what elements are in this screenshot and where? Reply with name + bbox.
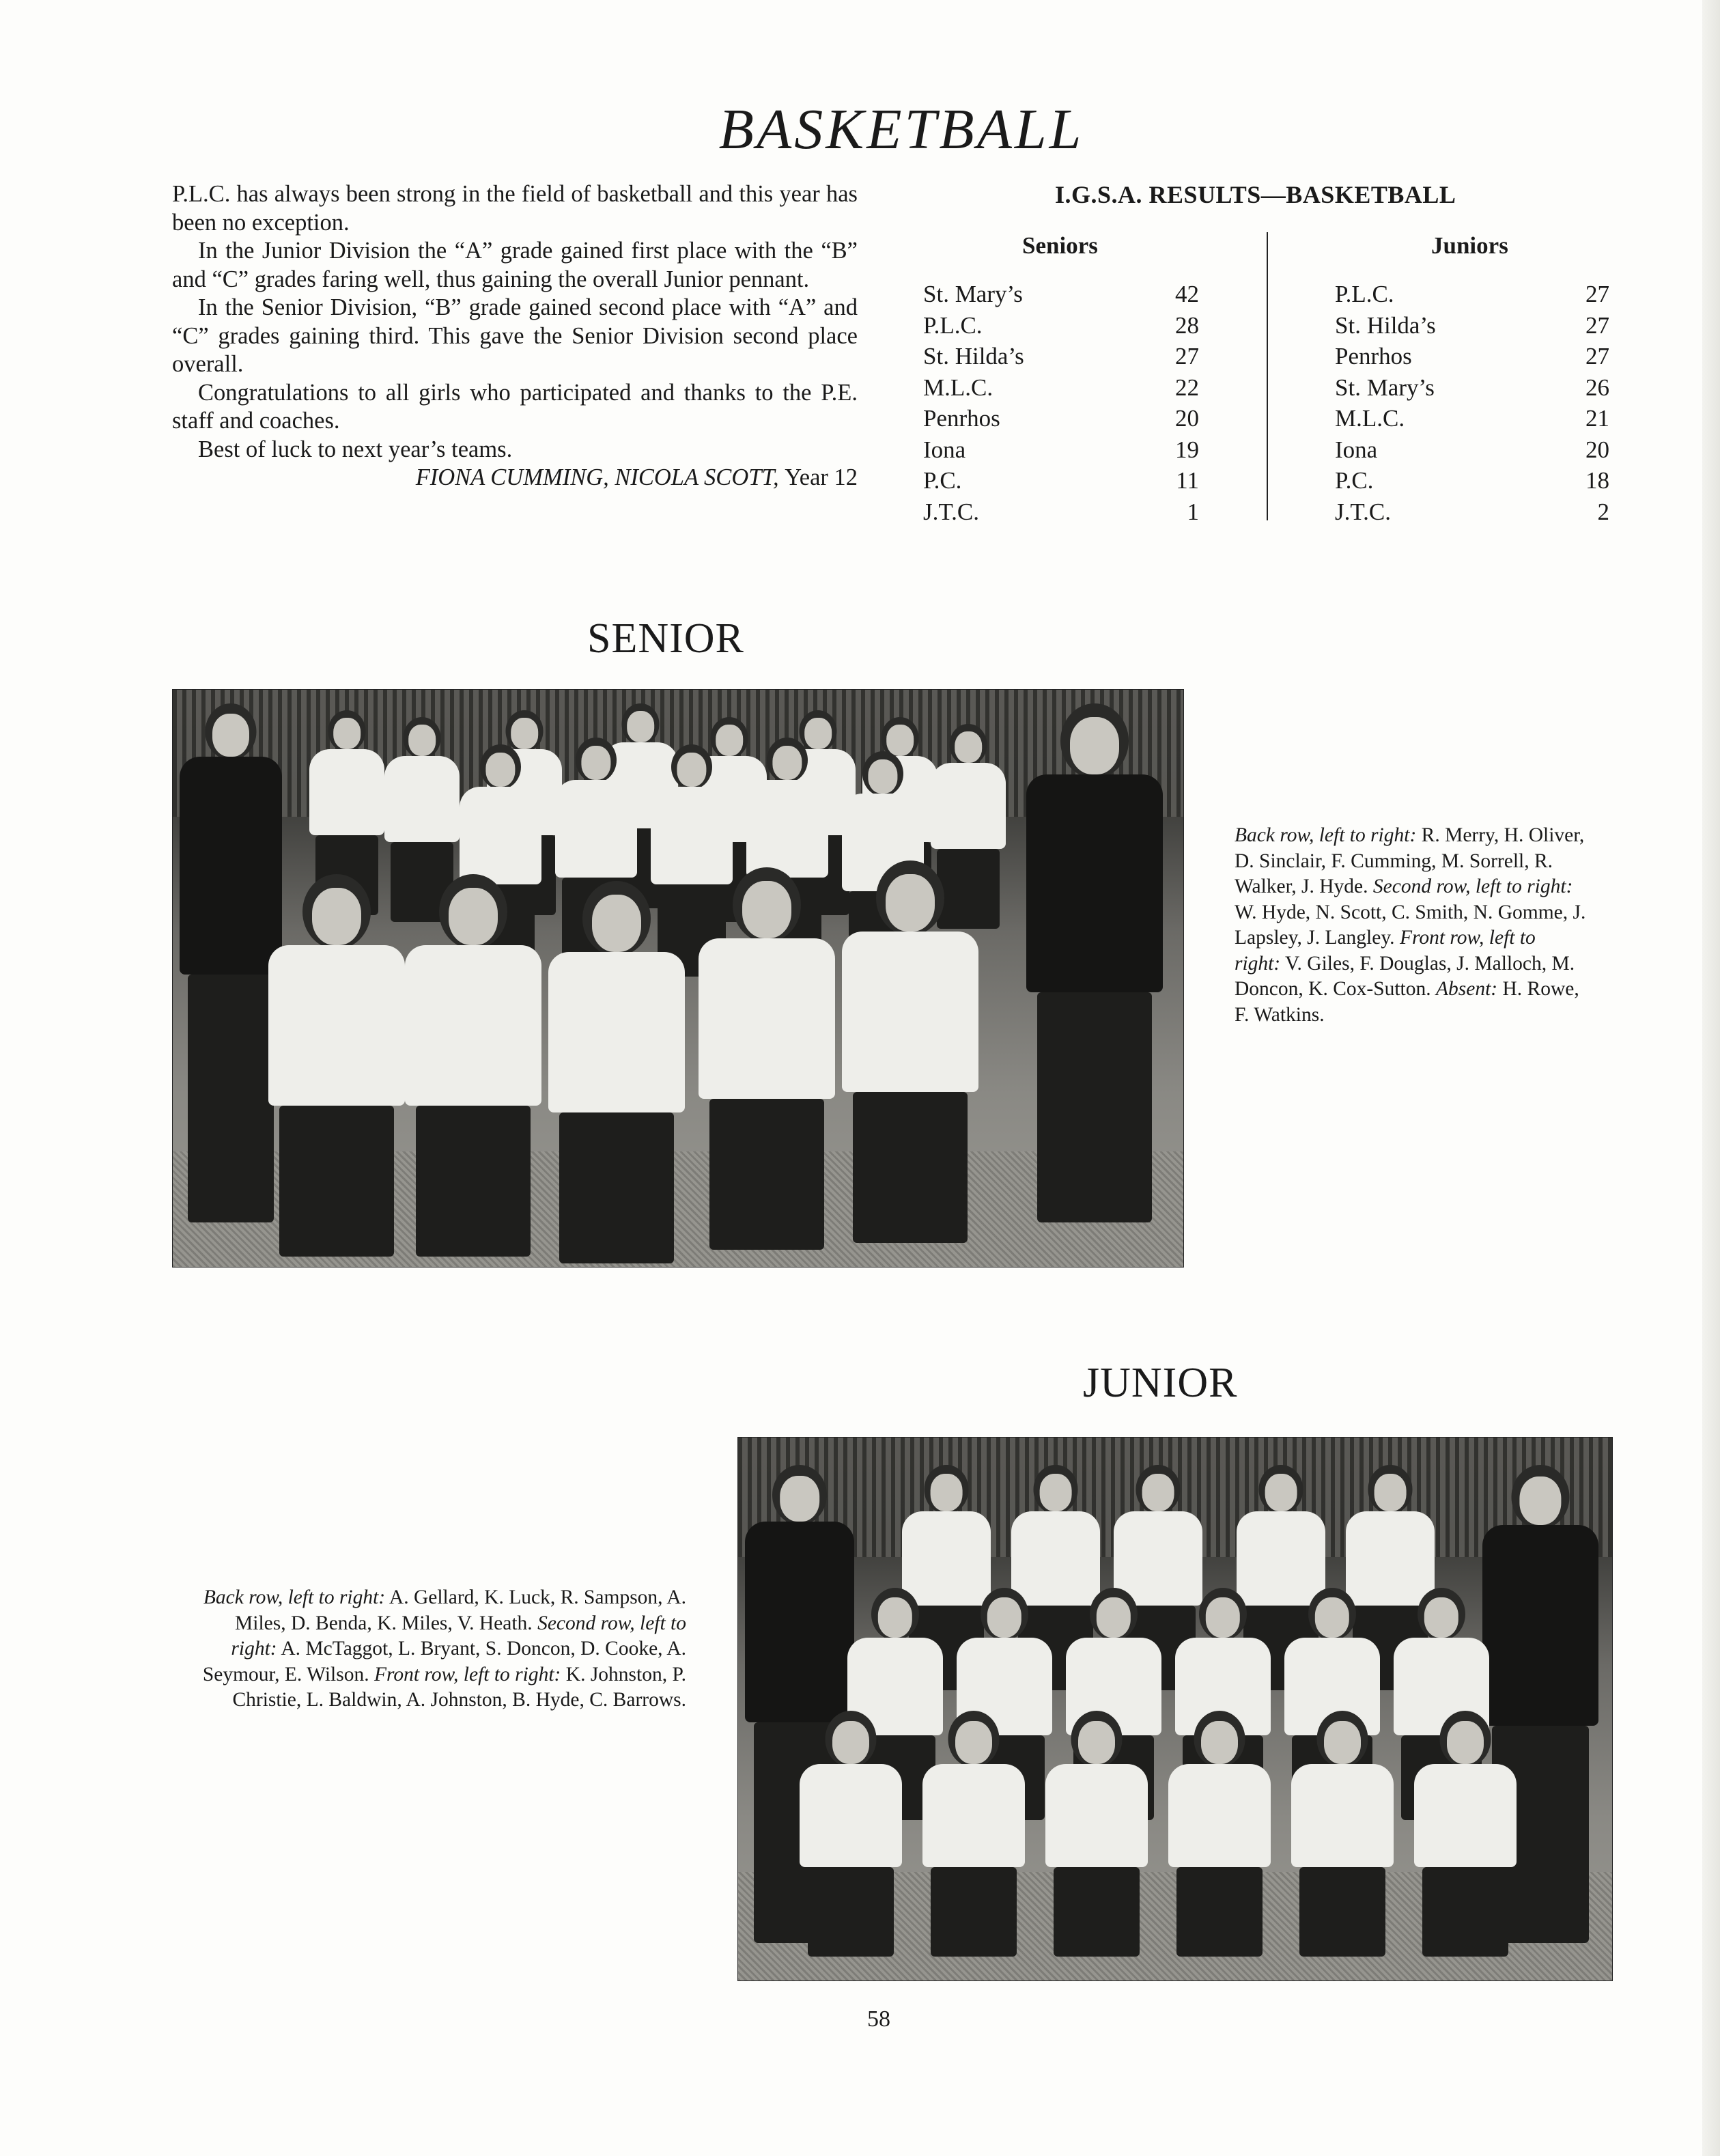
- figure-face: [955, 731, 982, 763]
- person-figure: [1291, 1711, 1394, 1957]
- figure-face: [1142, 1474, 1174, 1511]
- figure-top: [384, 756, 460, 842]
- figure-face: [1447, 1721, 1484, 1764]
- school-score: 18: [1585, 467, 1609, 494]
- person-figure: [1045, 1711, 1148, 1957]
- school-name: Iona: [1335, 436, 1378, 463]
- school-score: 27: [1175, 343, 1199, 369]
- figure-top: [405, 945, 541, 1106]
- byline-names: FIONA CUMMING, NICOLA SCOTT,: [415, 464, 779, 490]
- figure-top: [1414, 1764, 1517, 1867]
- figure-face: [485, 753, 515, 787]
- figure-face: [1265, 1474, 1297, 1511]
- results-title: I.G.S.A. RESULTS—BASKETBALL: [1055, 181, 1456, 208]
- figure-skirt: [1176, 1867, 1263, 1957]
- figure-face: [1201, 1721, 1238, 1764]
- school-score: 2: [1597, 498, 1609, 525]
- figure-top: [1045, 1764, 1148, 1867]
- school-score: 20: [1175, 405, 1199, 432]
- caption-back-row-names: R. Merry, H. Oliver, D. Sinclair, F. Cumming, M. Sorrell, R. Walker, J. Hyde.: [1235, 824, 1585, 897]
- caption-back-row-label: Back row, left to right:: [203, 1586, 386, 1608]
- figure-top: [842, 932, 978, 1092]
- school-name: Penrhos: [1335, 343, 1412, 369]
- caption-second-row-label: Second row, left to right:: [231, 1612, 686, 1660]
- figure-skirt: [559, 1112, 674, 1263]
- school-score: 20: [1585, 436, 1609, 463]
- figure-face: [878, 1597, 912, 1638]
- figure-top: [180, 757, 282, 975]
- figure-face: [886, 874, 935, 932]
- article-paragraph: Congratulations to all girls who participated and thanks to the P.E. staff and coaches.: [172, 379, 858, 434]
- person-figure: [548, 881, 685, 1263]
- person-figure: [405, 874, 541, 1257]
- seniors-column-heading: Seniors: [1022, 232, 1098, 259]
- school-name: P.L.C.: [923, 311, 983, 339]
- results-row: [1335, 465, 1609, 496]
- figure-face: [592, 895, 641, 952]
- figure-top: [268, 945, 405, 1106]
- school-name: P.C.: [923, 467, 962, 494]
- school-name: St. Mary’s: [923, 281, 1023, 307]
- caption-front-row-label: Front row, left to right:: [373, 1663, 561, 1685]
- seniors-results-table: [923, 279, 1199, 527]
- figure-face: [868, 759, 897, 794]
- results-row: [1335, 403, 1609, 434]
- figure-face: [1324, 1721, 1361, 1764]
- figure-skirt: [1299, 1867, 1385, 1957]
- caption-back-row-names: A. Gellard, K. Luck, R. Sampson, A. Miles, D. Benda, K. Miles, V. Heath.: [235, 1586, 686, 1634]
- caption-second-row-names: A. McTaggot, L. Bryant, S. Doncon, D. Cooke, A. Seymour, E. Wilson.: [202, 1638, 686, 1685]
- figure-face: [212, 714, 249, 757]
- school-score: 1: [1187, 498, 1199, 525]
- caption-second-row-label: Second row, left to right:: [1372, 876, 1573, 897]
- school-name: St. Hilda’s: [1335, 311, 1436, 339]
- figure-face: [1315, 1597, 1349, 1638]
- school-name: St. Mary’s: [1335, 374, 1435, 401]
- byline-year: Year 12: [785, 464, 858, 490]
- results-row: [923, 465, 1199, 496]
- figure-face: [742, 881, 791, 938]
- figure-face: [1206, 1597, 1240, 1638]
- senior-photo-caption: [1235, 823, 1586, 1028]
- caption-absent-names: H. Rowe, F. Watkins.: [1235, 978, 1579, 1026]
- person-figure: [800, 1711, 902, 1957]
- results-row: [923, 434, 1199, 466]
- results-row: [1335, 279, 1609, 310]
- figure-skirt: [1054, 1867, 1140, 1957]
- caption-front-row-names: V. Giles, F. Douglas, J. Malloch, M. Doncon, K. Cox-Sutton.: [1235, 952, 1575, 1000]
- figure-face: [772, 746, 802, 780]
- figure-skirt: [709, 1099, 824, 1250]
- figure-face: [955, 1721, 992, 1764]
- caption-second-row-names: W. Hyde, N. Scott, C. Smith, N. Gomme, J. Lapsley, J. Langley.: [1235, 901, 1586, 949]
- figure-face: [1078, 1721, 1115, 1764]
- figure-skirt: [853, 1092, 968, 1243]
- school-score: 27: [1585, 311, 1609, 339]
- figure-face: [1519, 1476, 1561, 1525]
- person-figure: [842, 860, 978, 1243]
- figure-skirt: [808, 1867, 894, 1957]
- results-row: [923, 310, 1199, 341]
- results-row: [1335, 341, 1609, 372]
- junior-heading: JUNIOR: [1083, 1360, 1238, 1406]
- results-row: [923, 372, 1199, 404]
- school-name: Iona: [923, 436, 966, 463]
- figure-face: [581, 746, 610, 780]
- person-figure: [699, 867, 835, 1250]
- school-score: 42: [1175, 281, 1199, 307]
- figure-skirt: [931, 1867, 1017, 1957]
- person-figure: [922, 1711, 1025, 1957]
- article-paragraph: In the Senior Division, “B” grade gained second place with “A” and “C” grades gaining third. This gave the Senior Division second place overall.: [172, 294, 858, 377]
- caption-back-row-label: Back row, left to right:: [1235, 824, 1417, 846]
- school-score: 11: [1176, 467, 1199, 494]
- figure-top: [1482, 1525, 1598, 1726]
- figure-skirt: [1037, 992, 1152, 1222]
- senior-team-photo: [172, 689, 1184, 1268]
- school-score: 28: [1175, 311, 1199, 339]
- school-score: 19: [1175, 436, 1199, 463]
- school-score: 22: [1175, 374, 1199, 401]
- school-name: St. Hilda’s: [923, 343, 1024, 369]
- page-title: BASKETBALL: [718, 98, 1084, 161]
- figure-top: [745, 1522, 854, 1722]
- figure-top: [1026, 774, 1163, 992]
- results-row: [923, 403, 1199, 434]
- results-row: [923, 279, 1199, 310]
- school-name: P.C.: [1335, 467, 1374, 494]
- results-row: [1335, 496, 1609, 528]
- caption-front-row-names: K. Johnston, P. Christie, L. Baldwin, A. Johnston, B. Hyde, C. Barrows.: [232, 1663, 686, 1711]
- school-score: 27: [1585, 343, 1609, 369]
- caption-absent-label: Absent:: [1436, 978, 1498, 1000]
- figure-face: [1097, 1597, 1131, 1638]
- person-figure: [1168, 1711, 1271, 1957]
- figure-face: [408, 725, 436, 756]
- junior-team-photo: [737, 1437, 1613, 1981]
- figure-top: [1168, 1764, 1271, 1867]
- figure-top: [555, 780, 637, 878]
- figure-face: [333, 718, 361, 749]
- page-edge-shadow: [1702, 0, 1720, 2156]
- school-score: 21: [1585, 405, 1609, 432]
- figure-skirt: [188, 975, 274, 1222]
- article-paragraph: Best of luck to next year’s teams.: [198, 436, 513, 462]
- figure-face: [677, 753, 706, 787]
- figure-face: [780, 1476, 819, 1522]
- article-paragraph: In the Junior Division the “A” grade gained first place with the “B” and “C” grades faring well, thus gaining the overall Junior pennant.: [172, 238, 858, 292]
- school-name: J.T.C.: [1335, 498, 1391, 525]
- school-name: M.L.C.: [923, 374, 993, 401]
- figure-face: [1374, 1474, 1407, 1511]
- article-byline: [172, 464, 858, 492]
- results-divider: [1267, 232, 1268, 520]
- figure-top: [1291, 1764, 1394, 1867]
- caption-front-row-label: Front row, left to right:: [1235, 927, 1536, 975]
- figure-face: [1070, 717, 1119, 774]
- figure-skirt: [1422, 1867, 1508, 1957]
- results-row: [923, 496, 1199, 528]
- school-score: 26: [1585, 374, 1609, 401]
- school-name: J.T.C.: [923, 498, 979, 525]
- school-name: M.L.C.: [1335, 405, 1405, 432]
- juniors-column-heading: Juniors: [1431, 232, 1508, 259]
- juniors-results-table: [1335, 279, 1609, 527]
- figure-face: [931, 1474, 963, 1511]
- figure-top: [931, 763, 1006, 849]
- figure-top: [309, 749, 384, 835]
- person-figure-blazer: [180, 703, 282, 1222]
- results-row: [1335, 310, 1609, 341]
- figure-top: [548, 952, 685, 1112]
- figure-skirt: [416, 1106, 531, 1257]
- figure-face: [1040, 1474, 1072, 1511]
- figure-face: [832, 1721, 869, 1764]
- school-name: P.L.C.: [1335, 281, 1394, 307]
- figure-top: [800, 1764, 902, 1867]
- school-score: 27: [1585, 281, 1609, 307]
- figure-face: [1424, 1597, 1458, 1638]
- figure-skirt: [279, 1106, 394, 1257]
- article-paragraph: P.L.C. has always been strong in the field of basketball and this year has been no exception.: [172, 181, 858, 236]
- person-figure-blazer: [1026, 703, 1163, 1222]
- figure-top: [746, 780, 828, 878]
- article-body: [172, 180, 858, 492]
- figure-face: [312, 888, 361, 945]
- figure-top: [922, 1764, 1025, 1867]
- figure-face: [449, 888, 498, 945]
- person-figure: [1414, 1711, 1517, 1957]
- results-row: [1335, 372, 1609, 404]
- results-row: [923, 341, 1199, 372]
- school-name: Penrhos: [923, 405, 1000, 432]
- figure-top: [699, 938, 835, 1099]
- figure-top: [460, 787, 541, 884]
- junior-photo-caption: [198, 1585, 686, 1713]
- results-row: [1335, 434, 1609, 466]
- page-number: 58: [867, 2006, 890, 2032]
- figure-face: [987, 1597, 1021, 1638]
- person-figure: [268, 874, 405, 1257]
- senior-heading: SENIOR: [587, 615, 744, 662]
